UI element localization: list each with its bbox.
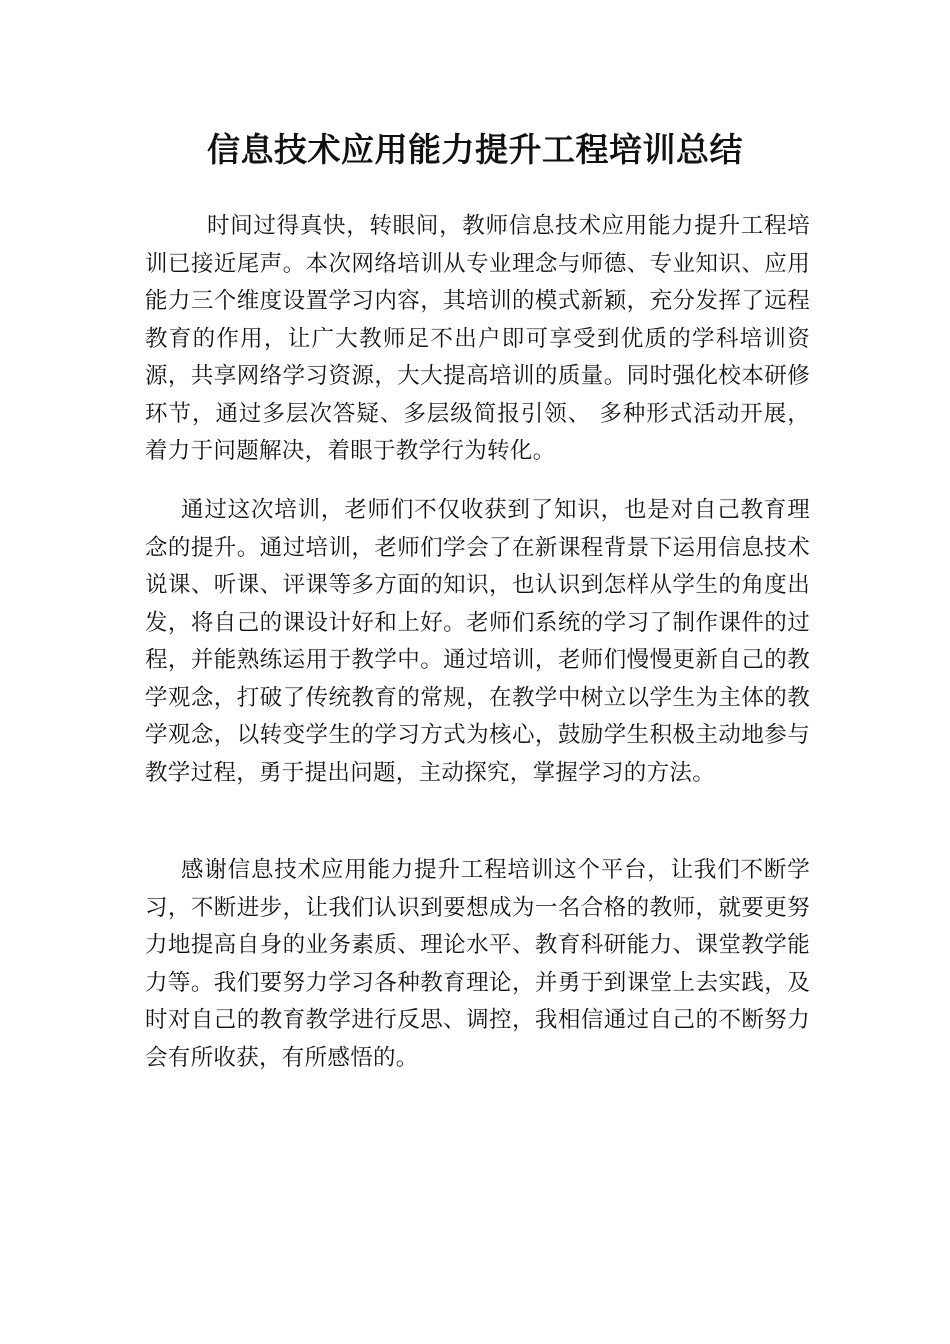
paragraph-2: 通过这次培训，老师们不仅收获到了知识，也是对自己教育理念的提升。通过培训，老师们学会了在新课程背景下运用信息技术说课、听课、评课等多方面的知识，也认识到怎样从学生的角度出发，将自己的课设计好和上好。老师们系统的学习了制作课件的过程，并能熟练运用于教学中。通过培训，老师们慢慢更新自己的教学观念，打破了传统教育的常规，在教学中树立以学生为主体的教学观念，以转变学生的学习方式为核心，鼓励学生积极主动地参与教学过程，勇于提出问题，主动探究，掌握学习的方法。 (145, 497, 810, 786)
paragraph-3: 感谢信息技术应用能力提升工程培训这个平台，让我们不断学习，不断进步，让我们认识到要想成为一名合格的教师，就要更努力地提高自身的业务素质、理论水平、教育科研能力、课堂教学能力等。我们要努力学习各种教育理论，并勇于到课堂上去实践，及时对自己的教育教学进行反思、调控，我相信通过自己的不断努力会有所收获，有所感悟的。 (145, 857, 810, 1071)
paragraph-1: 时间过得真快，转眼间，教师信息技术应用能力提升工程培训已接近尾声。本次网络培训从专业理念与师德、专业知识、应用能力三个维度设置学习内容，其培训的模式新颖，充分发挥了远程教育的作用，让广大教师足不出户即可享受到优质的学科培训资源，共享网络学习资源，大大提高培训的质量。同时强化校本研修环节，通过多层次答疑、多层级简报引领、 多种形式活动开展，着力于问题解决，着眼于教学行为转化。 (145, 213, 810, 464)
document-title: 信息技术应用能力提升工程培训总结 (207, 130, 743, 169)
